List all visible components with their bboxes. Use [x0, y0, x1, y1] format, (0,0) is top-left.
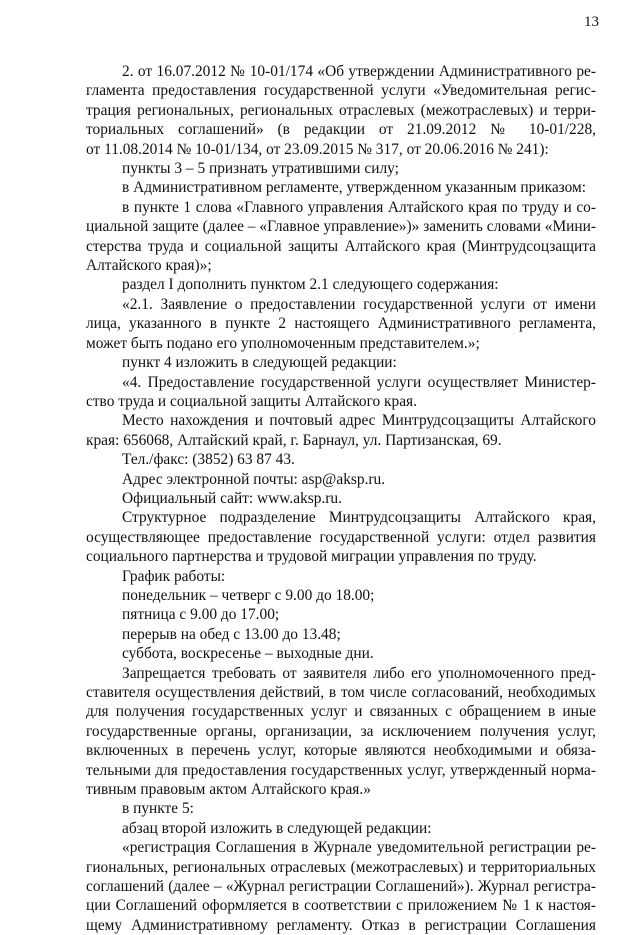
text-line: ции Соглашений оформляется в соответствии с приложением № 1 к настоя- — [86, 897, 596, 915]
text-line: ториальных соглашений» (в редакции от 21.09.2012 № 10-01/228, — [86, 121, 596, 139]
text-line: Алтайского края)»; — [86, 257, 212, 275]
text-line: 2. от 16.07.2012 № 10-01/174 «Об утверждении Административного ре- — [122, 63, 596, 80]
page-number: 13 — [584, 14, 599, 30]
text-line: края: 656068, Алтайский край, г. Барнаул, ул. Партизанская, 69. — [86, 431, 502, 449]
text-line: суббота, воскресенье – выходные дни. — [122, 645, 374, 663]
text-line: Тел./факс: (3852) 63 87 43. — [122, 451, 295, 469]
text-line: пункт 4 изложить в следующей редакции: — [122, 354, 397, 372]
text-line: государственные органы, организации, за исключением получения услуг, — [86, 722, 596, 740]
text-line: Место нахождения и почтовый адрес Минтрудсоцзащиты Алтайского — [122, 412, 596, 430]
text-line: Структурное подразделение Минтрудсоцзащиты Алтайского края, — [122, 509, 596, 527]
text-line: ставителя осуществления действий, в том числе согласований, необходимых — [86, 684, 596, 701]
text-line: Официальный сайт: www.aksp.ru. — [122, 489, 342, 507]
text-line: лица, указанного в пункте 2 настоящего Административного регламента, — [86, 315, 596, 333]
text-line: тельными для предоставления государственных услуг, утвержденный норма- — [86, 761, 596, 779]
text-line: «регистрация Соглашения в Журнале уведомительной регистрации ре- — [122, 839, 596, 857]
text-line: Адрес электронной почты: asp@aksp.ru. — [122, 470, 386, 488]
text-line: пятница с 9.00 до 17.00; — [122, 606, 280, 624]
text-line: ство труда и социальной защиты Алтайского края. — [86, 392, 417, 410]
text-line: «2.1. Заявление о предоставлении государственной услуги от имени — [122, 295, 596, 313]
text-line: включенных в перечень услуг, которые являются необходимыми и обяза- — [86, 742, 596, 760]
text-line: пункты 3 – 5 признать утратившими силу; — [122, 160, 399, 178]
text-line: в пункте 1 слова «Главного управления Алтайского края по труду и со- — [122, 198, 596, 216]
document-body — [86, 62, 596, 935]
text-line: понедельник – четверг с 9.00 до 18.00; — [122, 586, 375, 604]
text-line: циальной защите (далее – «Главное управление»)» заменить словами «Мини- — [86, 218, 596, 236]
text-line: осуществляющее предоставление государственной услуги: отдел развития — [86, 528, 596, 546]
text-line: для получения государственных услуг и связанных с обращением в иные — [86, 703, 596, 721]
text-line: График работы: — [122, 567, 226, 585]
text-line: трация региональных, региональных отраслевых (межотраслевых) и терри- — [86, 101, 596, 119]
text-line: перерыв на обед с 13.00 до 13.48; — [122, 625, 341, 643]
text-line: раздел I дополнить пунктом 2.1 следующего содержания: — [122, 276, 499, 294]
text-line: «4. Предоставление государственной услуги осуществляет Министер- — [122, 373, 596, 391]
text-line: гиональных, региональных отраслевых (межотраслевых) и территориальных — [86, 858, 596, 876]
text-line: в пункте 5: — [122, 800, 194, 818]
text-line: от 11.08.2014 № 10-01/134, от 23.09.2015 № 317, от 20.06.2016 № 241): — [86, 140, 549, 158]
text-line: стерства труда и социальной защиты Алтайского края (Минтрудсоцзащита — [86, 237, 596, 255]
text-line: Запрещается требовать от заявителя либо его уполномоченного пред- — [122, 664, 596, 682]
text-line: щему Административному регламенту. Отказ в регистрации Соглашения — [86, 916, 596, 934]
text-line: в Административном регламенте, утвержденном указанным приказом: — [122, 179, 587, 197]
text-line: тивным правовым актом Алтайского края.» — [86, 781, 371, 799]
text-line: соглашений (далее – «Журнал регистрации Соглашений»). Журнал регистра- — [86, 878, 596, 896]
text-line: может быть подано его уполномоченным представителем.»; — [86, 334, 480, 352]
text-line: гламента предоставления государственной услуги «Уведомительная регис- — [86, 82, 596, 100]
text-line: социального партнерства и трудовой миграции управления по труду. — [86, 548, 537, 566]
text-line: абзац второй изложить в следующей редакции: — [122, 819, 432, 837]
